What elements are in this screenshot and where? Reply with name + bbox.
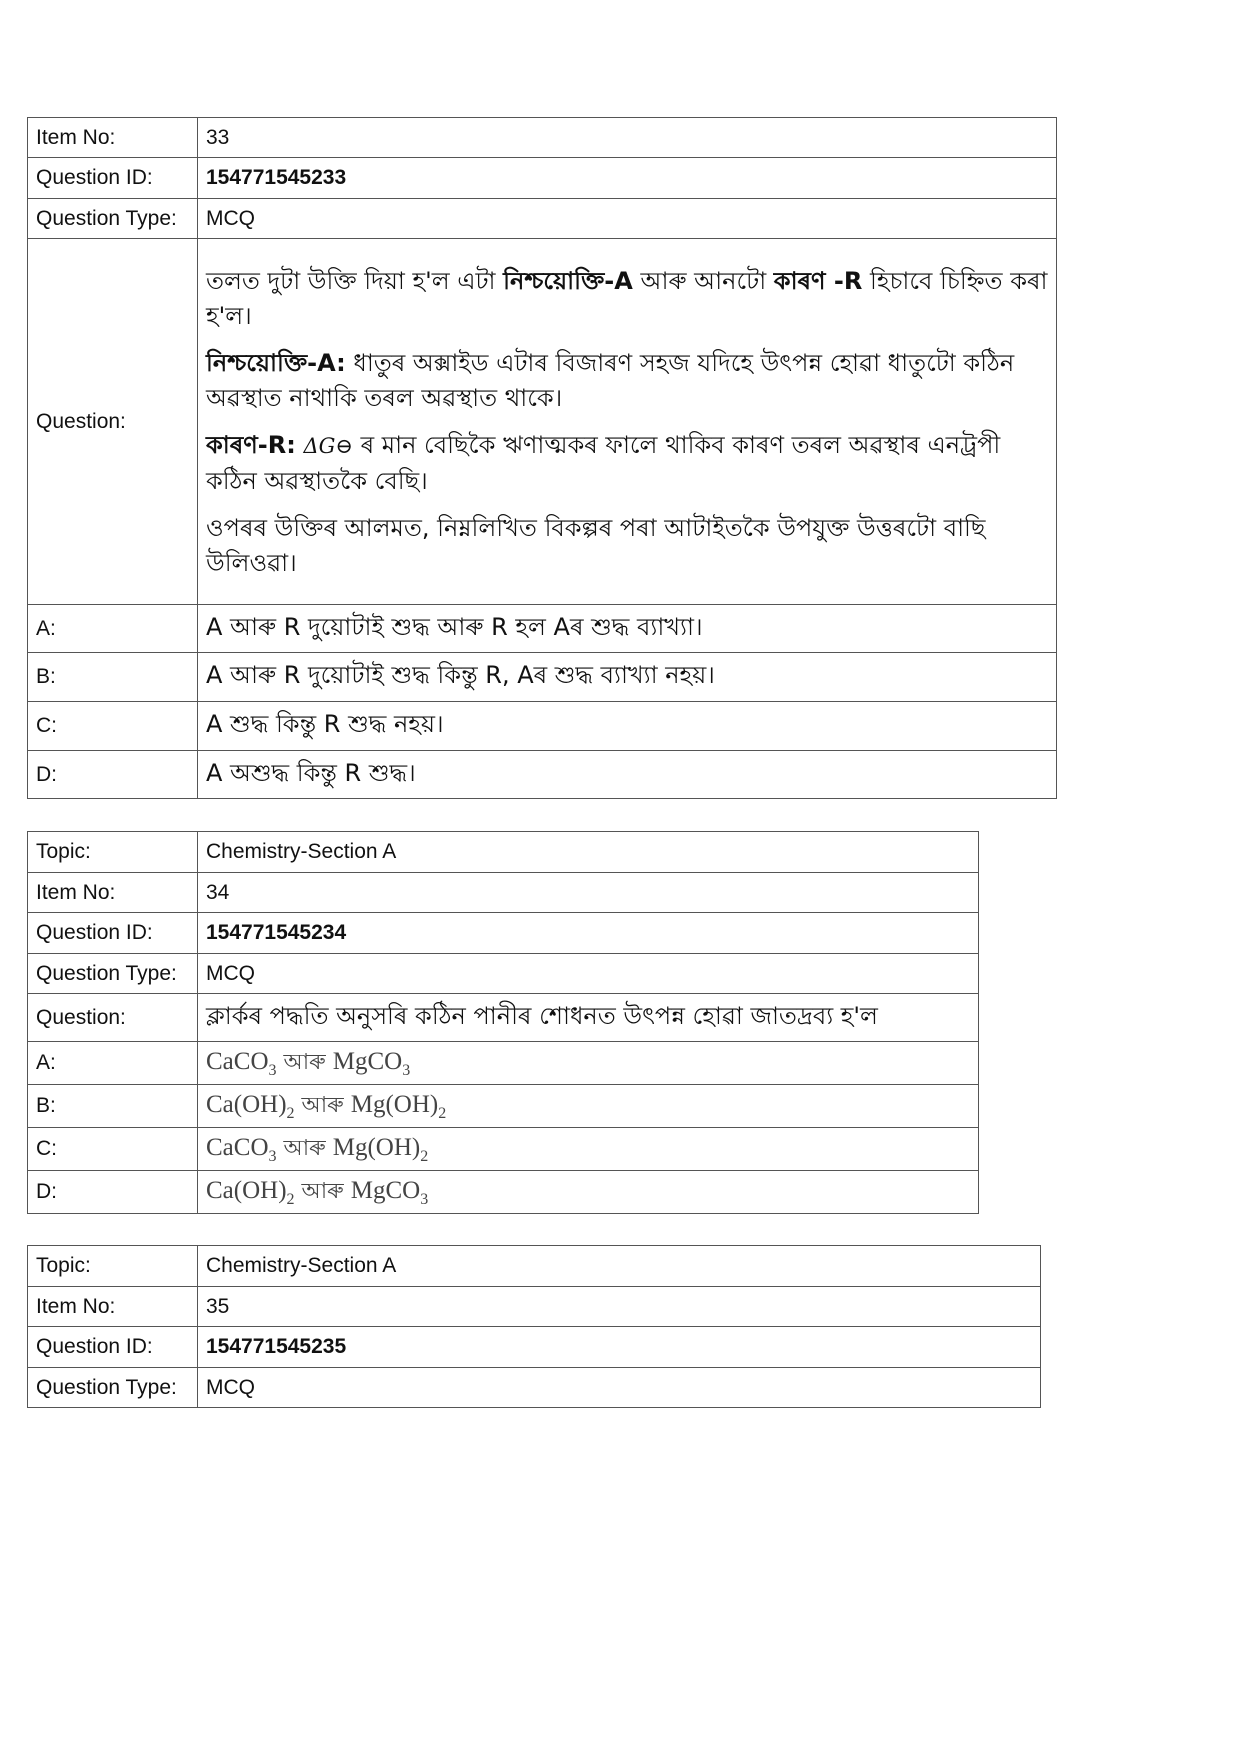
- option-d-label: D:: [28, 1171, 198, 1214]
- option-b-label: B:: [28, 653, 198, 702]
- formula: CaCO: [206, 1133, 269, 1161]
- option-d-text: A অশুদ্ধ কিন্তু R শুদ্ধ।: [198, 751, 1057, 799]
- subscript: 3: [420, 1190, 429, 1208]
- question-label: Question:: [28, 994, 198, 1042]
- question-body: [198, 239, 1057, 605]
- formula: CaCO: [206, 1047, 269, 1075]
- topic-row: [28, 1246, 1041, 1287]
- item-no-value: 33: [198, 118, 1057, 158]
- question-type-row: [28, 954, 979, 994]
- question-id-row: [28, 913, 979, 954]
- subscript: 2: [286, 1190, 295, 1208]
- and-word: আৰু: [294, 1178, 351, 1204]
- item-no-label: Item No:: [28, 118, 198, 158]
- option-d-row: [28, 1171, 979, 1214]
- option-c-row: [28, 1128, 979, 1171]
- option-b-text: [198, 1085, 979, 1128]
- option-a-text: [198, 1042, 979, 1085]
- option-c-label: C:: [28, 1128, 198, 1171]
- question-type-value: MCQ: [198, 954, 979, 994]
- subscript: 2: [286, 1104, 295, 1122]
- question-id-label: Question ID:: [28, 158, 198, 199]
- option-b-label: B:: [28, 1085, 198, 1128]
- question-label: Question:: [28, 239, 198, 605]
- topic-row: [28, 832, 979, 873]
- option-b-text: A আৰু R দুয়োটাই শুদ্ধ কিন্তু R, Aৰ শুদ্ধ ব্যাখ্যা নহয়।: [198, 653, 1057, 702]
- option-d-row: [28, 751, 1057, 799]
- reason-text: ৰ মান বেছিকৈ ঋণাত্মকৰ ফালে থাকিব কাৰণ তৰল অৱস্থাৰ এনট্ৰপী কঠিন অৱস্থাতকৈ বেছি।: [206, 431, 1001, 495]
- assertion-text: ধাতুৰ অক্সাইড এটাৰ বিজাৰণ সহজ যদিহে উৎপন্ন হোৱা ধাতুটো কঠিন অৱস্থাত নাথাকি তৰল অৱস্থাত থাকে।: [206, 349, 1015, 412]
- option-a-row: [28, 1042, 979, 1085]
- subscript: 3: [402, 1061, 411, 1079]
- intro-text-2: আৰু আনটো: [632, 267, 774, 295]
- question-row: [28, 994, 979, 1042]
- option-c-label: C:: [28, 702, 198, 751]
- question-type-value: MCQ: [198, 199, 1057, 239]
- question-text: ক্লাৰ্কৰ পদ্ধতি অনুসৰি কঠিন পানীৰ শোধনত উৎপন্ন হোৱা জাতদ্ৰব্য হ'ল: [198, 994, 979, 1042]
- option-a-row: [28, 605, 1057, 653]
- subscript: 2: [420, 1147, 429, 1165]
- question-type-value: MCQ: [198, 1368, 1041, 1408]
- option-c-row: [28, 702, 1057, 751]
- item-no-row: [28, 873, 979, 913]
- intro-text-1: তলত দুটা উক্তি দিয়া হ'ল এটা: [206, 267, 504, 295]
- item-no-value: 35: [198, 1287, 1041, 1327]
- reason-label: কাৰণ-R:: [206, 431, 296, 459]
- option-a-label: A:: [28, 1042, 198, 1085]
- delta-g-symbol: ΔG⊖: [303, 434, 354, 458]
- formula: Mg(OH): [350, 1090, 439, 1118]
- question-row: [28, 239, 1057, 605]
- option-a-label: A:: [28, 605, 198, 653]
- assertion-label: নিশ্চয়োক্তি-A:: [206, 349, 346, 377]
- question-type-row: [28, 199, 1057, 239]
- item-no-label: Item No:: [28, 873, 198, 913]
- formula: Ca(OH): [206, 1176, 287, 1204]
- question-id-label: Question ID:: [28, 1327, 198, 1368]
- and-word: আৰু: [276, 1135, 333, 1161]
- question-id-row: [28, 158, 1057, 199]
- option-a-text: A আৰু R দুয়োটাই শুদ্ধ আৰু R হল Aৰ শুদ্ধ ব্যাখ্যা।: [198, 605, 1057, 653]
- item-no-value: 34: [198, 873, 979, 913]
- topic-label: Topic:: [28, 1246, 198, 1287]
- formula: Ca(OH): [206, 1090, 287, 1118]
- question-type-label: Question Type:: [28, 954, 198, 994]
- formula: MgCO: [332, 1047, 403, 1075]
- question-intro: [206, 264, 1048, 334]
- question-type-label: Question Type:: [28, 199, 198, 239]
- question-id-label: Question ID:: [28, 913, 198, 954]
- topic-value: Chemistry-Section A: [198, 1246, 1041, 1287]
- and-word: আৰু: [294, 1092, 351, 1118]
- instruction-paragraph: ওপৰৰ উক্তিৰ আলমত, নিম্নলিখিত বিকল্পৰ পৰা আটাইতকৈ উপযুক্ত উত্তৰটো বাছি উলিওৱা।: [206, 514, 986, 577]
- reason-paragraph: [206, 428, 1048, 499]
- option-c-text: [198, 1128, 979, 1171]
- intro-text-3: হিচাবে চিহ্নিত কৰা হ'ল।: [206, 267, 1048, 330]
- and-word: আৰু: [276, 1049, 333, 1075]
- question-35-table: [27, 1245, 1041, 1408]
- question-id-value: 154771545234: [198, 913, 979, 954]
- topic-label: Topic:: [28, 832, 198, 873]
- item-no-row: [28, 1287, 1041, 1327]
- question-id-value: 154771545233: [198, 158, 1057, 199]
- option-d-label: D:: [28, 751, 198, 799]
- subscript: 3: [268, 1147, 277, 1165]
- option-b-row: [28, 1085, 979, 1128]
- question-33-table: [27, 117, 1057, 799]
- question-34-table: [27, 831, 979, 1214]
- question-id-value: 154771545235: [198, 1327, 1041, 1368]
- question-type-label: Question Type:: [28, 1368, 198, 1408]
- intro-reason-term: কাৰণ -R: [773, 267, 863, 295]
- question-type-row: [28, 1368, 1041, 1408]
- subscript: 3: [268, 1061, 277, 1079]
- subscript: 2: [438, 1104, 447, 1122]
- option-b-row: [28, 653, 1057, 702]
- item-no-row: [28, 118, 1057, 158]
- option-c-text: A শুদ্ধ কিন্তু R শুদ্ধ নহয়।: [198, 702, 1057, 751]
- topic-value: Chemistry-Section A: [198, 832, 979, 873]
- option-d-text: [198, 1171, 979, 1214]
- item-no-label: Item No:: [28, 1287, 198, 1327]
- intro-assertion-term: নিশ্চয়োক্তি-A: [503, 267, 633, 295]
- assertion-paragraph: [206, 346, 1048, 416]
- question-id-row: [28, 1327, 1041, 1368]
- formula: MgCO: [350, 1176, 421, 1204]
- formula: Mg(OH): [332, 1133, 421, 1161]
